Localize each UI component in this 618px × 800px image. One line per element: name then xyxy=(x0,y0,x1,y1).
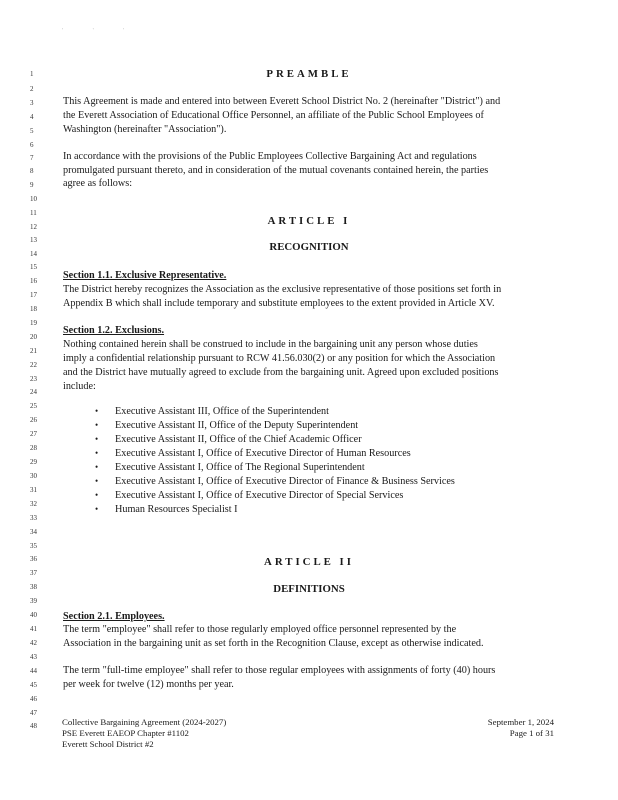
line-number: 30 xyxy=(30,472,37,480)
line-number: 38 xyxy=(30,583,37,591)
line-number: 18 xyxy=(30,305,37,313)
list-item xyxy=(95,420,358,431)
line-number: 23 xyxy=(30,375,37,383)
bullet: • xyxy=(95,434,99,444)
preamble-title: PREAMBLE xyxy=(266,68,352,80)
section-1-2-body-line: and the District have mutually agreed to exclude from the bargaining unit. Agreed upon excluded positions xyxy=(63,367,499,378)
footer-page-number: Page 1 of 31 xyxy=(509,728,554,738)
list-item-text: Executive Assistant II, Office of the Deputy Superintendent xyxy=(115,420,359,431)
list-item-text: Executive Assistant I, Office of The Regional Superintendent xyxy=(115,462,365,473)
line-number: 20 xyxy=(30,333,37,341)
bullet: • xyxy=(95,406,99,416)
line-number: 19 xyxy=(30,319,37,327)
list-item-text: Executive Assistant III, Office of the Superintendent xyxy=(115,406,329,417)
preamble-paragraph-1-line: This Agreement is made and entered into between Everett School District No. 2 (hereinafter "District") and xyxy=(63,96,501,107)
line-number: 5 xyxy=(30,127,34,135)
list-item xyxy=(95,406,329,417)
line-number: 8 xyxy=(30,167,34,175)
preamble-paragraph-1-line: the Everett Association of Educational Office Personnel, an affiliate of the Public School Employees of xyxy=(63,110,484,121)
section-1-1-body-line: Appendix B which shall include temporary and substitute employees to the extent provided in Article XV. xyxy=(63,298,495,309)
line-number: 45 xyxy=(30,681,37,689)
preamble-paragraph-1-line: Washington (hereinafter "Association"). xyxy=(63,124,227,135)
preamble-paragraph-2-line: promulgated pursuant thereto, and in consideration of the mutual covenants contained herein, the parties xyxy=(63,165,489,176)
line-number: 7 xyxy=(30,154,34,162)
line-number: 22 xyxy=(30,361,37,369)
bullet: • xyxy=(95,448,99,458)
list-item xyxy=(95,504,238,515)
section-1-1-heading: Section 1.1. Exclusive Representative. xyxy=(63,270,227,281)
section-2-1-body-line: The term "full-time employee" shall refer to those regular employees with assignments of forty (40) hours xyxy=(63,665,496,676)
footer-district: Everett School District #2 xyxy=(62,739,154,749)
line-number: 43 xyxy=(30,653,37,661)
section-1-2-body-line: imply a confidential relationship pursuant to RCW 41.56.030(2) or any position for which the Association xyxy=(63,353,496,364)
line-number: 41 xyxy=(30,625,37,633)
line-number: 28 xyxy=(30,444,37,452)
bullet: • xyxy=(95,490,99,500)
list-item xyxy=(95,448,411,459)
line-number: 13 xyxy=(30,236,37,244)
scan-marks: ' ' ' xyxy=(62,28,139,34)
line-number: 16 xyxy=(30,277,37,285)
line-number: 21 xyxy=(30,347,37,355)
footer-chapter: PSE Everett EAEOP Chapter #1102 xyxy=(62,728,189,738)
line-number: 14 xyxy=(30,250,37,258)
line-number: 31 xyxy=(30,486,37,494)
article-2-title: ARTICLE II xyxy=(264,556,354,568)
line-number: 36 xyxy=(30,555,37,563)
footer-date: September 1, 2024 xyxy=(487,717,554,727)
section-2-1-heading: Section 2.1. Employees. xyxy=(63,611,165,622)
bullet: • xyxy=(95,420,99,430)
line-number: 29 xyxy=(30,458,37,466)
line-number: 42 xyxy=(30,639,37,647)
footer-agreement-title: Collective Bargaining Agreement (2024-2027) xyxy=(62,717,227,727)
line-number: 6 xyxy=(30,141,34,149)
line-number: 4 xyxy=(30,113,34,121)
bullet: • xyxy=(95,462,99,472)
line-number: 48 xyxy=(30,722,37,730)
article-1-subtitle: RECOGNITION xyxy=(269,241,349,253)
list-item-text: Executive Assistant I, Office of Executive Director of Finance & Business Services xyxy=(115,476,455,487)
section-2-1-body-line: Association in the bargaining unit as set forth in the Recognition Clause, except as otherwise indicated. xyxy=(63,638,484,649)
line-number: 35 xyxy=(30,542,37,550)
section-2-1-body-line: The term "employee" shall refer to those regularly employed office personnel represented by the xyxy=(63,624,457,635)
line-number: 10 xyxy=(30,195,37,203)
line-number: 26 xyxy=(30,416,37,424)
section-1-2-body-line: Nothing contained herein shall be construed to include in the bargaining unit any person whose duties xyxy=(63,339,478,350)
line-number: 17 xyxy=(30,291,37,299)
line-number: 33 xyxy=(30,514,37,522)
section-1-2-heading: Section 1.2. Exclusions. xyxy=(63,325,165,336)
article-1-title: ARTICLE I xyxy=(267,215,351,227)
preamble-paragraph-2-line: In accordance with the provisions of the Public Employees Collective Bargaining Act and regulations xyxy=(63,151,477,162)
line-number: 9 xyxy=(30,181,34,189)
line-number: 40 xyxy=(30,611,37,619)
preamble-paragraph-2-line: agree as follows: xyxy=(63,178,133,189)
line-number: 25 xyxy=(30,402,37,410)
list-item-text: Executive Assistant II, Office of the Chief Academic Officer xyxy=(115,434,362,445)
line-number: 1 xyxy=(30,70,34,78)
line-number: 34 xyxy=(30,528,37,536)
line-number: 24 xyxy=(30,388,37,396)
list-item-text: Executive Assistant I, Office of Executive Director of Special Services xyxy=(115,490,404,501)
line-number: 15 xyxy=(30,263,37,271)
line-number: 27 xyxy=(30,430,37,438)
line-number: 3 xyxy=(30,99,34,107)
line-number: 44 xyxy=(30,667,37,675)
line-number: 2 xyxy=(30,85,34,93)
list-item xyxy=(95,476,455,487)
line-number: 37 xyxy=(30,569,37,577)
line-number: 39 xyxy=(30,597,37,605)
section-2-1-body-line: per week for twelve (12) months per year. xyxy=(63,679,234,690)
line-number: 47 xyxy=(30,709,37,717)
bullet: • xyxy=(95,504,99,514)
section-1-1-body-line: The District hereby recognizes the Association as the exclusive representative of those positions set forth in xyxy=(63,284,502,295)
list-item xyxy=(95,462,365,473)
list-item-text: Executive Assistant I, Office of Executive Director of Human Resources xyxy=(115,448,411,459)
list-item xyxy=(95,434,362,445)
list-item xyxy=(95,490,403,501)
line-number: 32 xyxy=(30,500,37,508)
line-number: 11 xyxy=(30,209,37,217)
line-number: 12 xyxy=(30,223,37,231)
article-2-subtitle: DEFINITIONS xyxy=(273,583,345,595)
line-number: 46 xyxy=(30,695,37,703)
section-1-2-body-line: include: xyxy=(63,381,96,392)
list-item-text: Human Resources Specialist I xyxy=(115,504,238,515)
bullet: • xyxy=(95,476,99,486)
